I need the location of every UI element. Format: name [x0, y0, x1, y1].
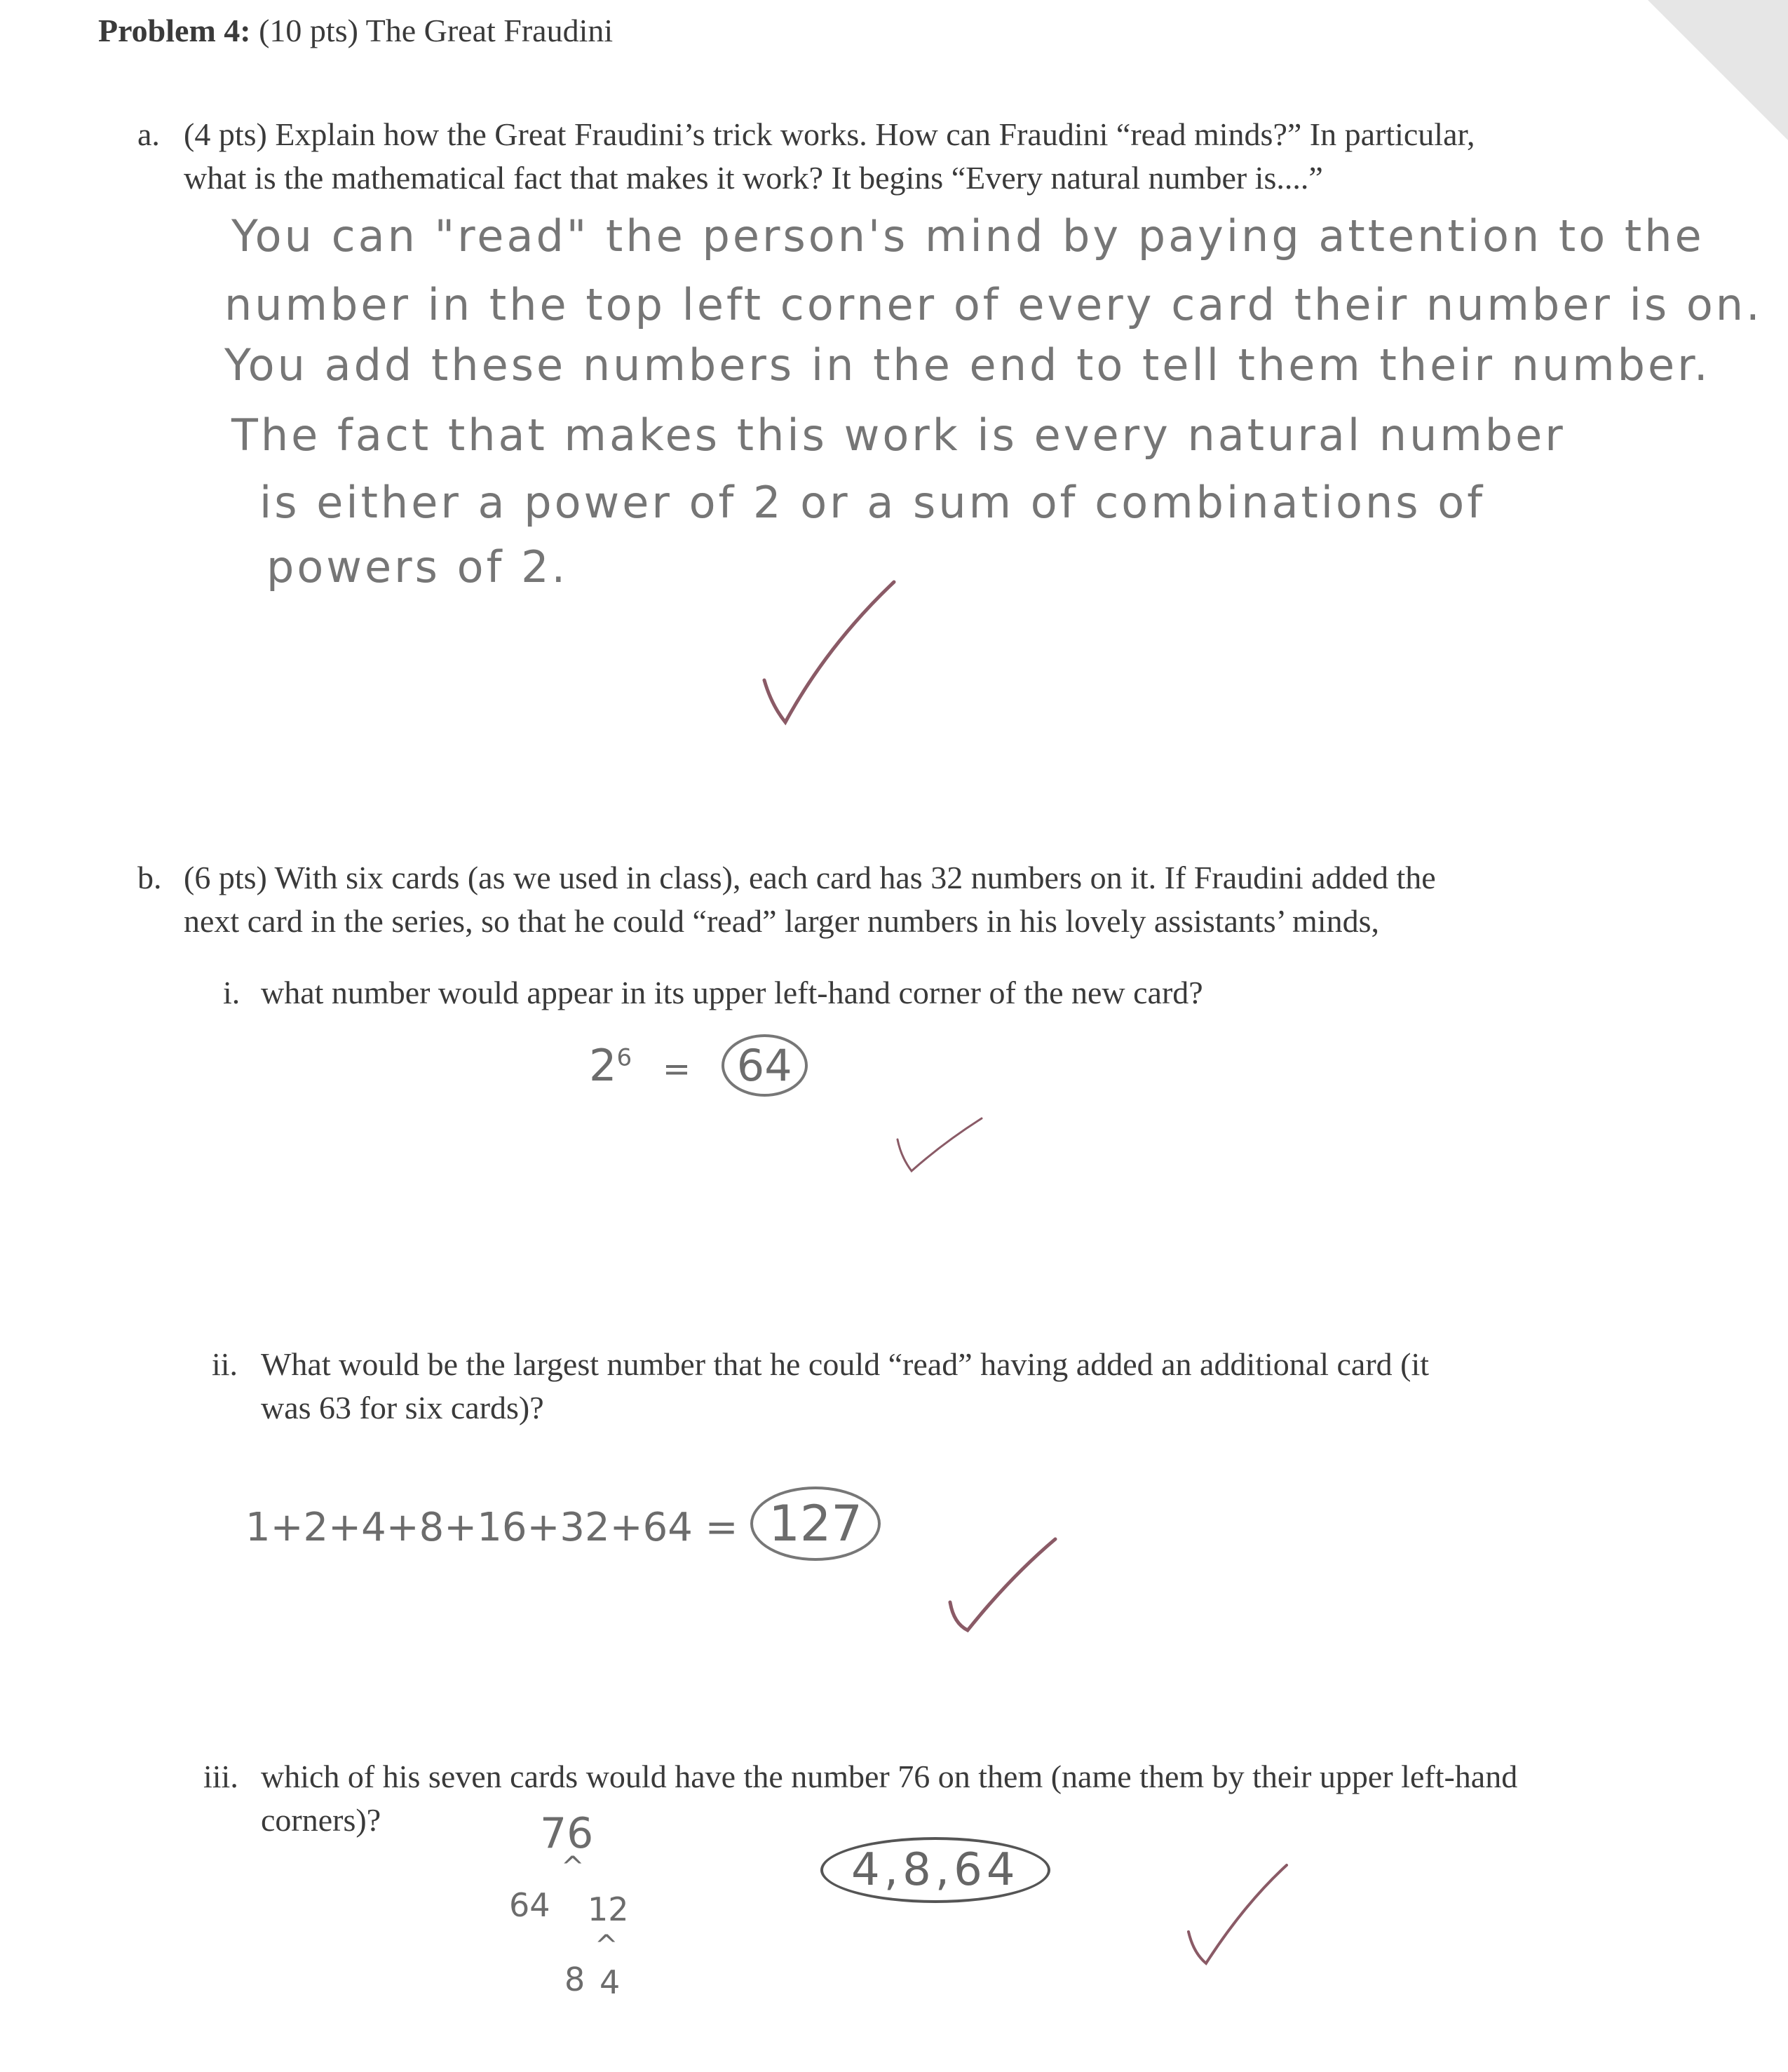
- tree-leaf-left: 8: [564, 1961, 585, 1998]
- part-b-i-work: [589, 1034, 808, 1097]
- work-equals: =: [662, 1050, 691, 1089]
- part-b-ii-prompt-line1: What would be the largest number that he could “read” having added an additional card (it: [261, 1346, 1430, 1382]
- part-b-prompt-line1: (6 pts) With six cards (as we used in class), each card has 32 numbers on it. If Fraudini added the: [184, 860, 1436, 895]
- work-sum: 1+2+4+8+16+32+64 =: [245, 1505, 738, 1550]
- tree-left: 64: [509, 1886, 550, 1924]
- checkmark-icon: [947, 1536, 1059, 1637]
- part-a-prompt-line1: (4 pts) Explain how the Great Fraudini’s trick works. How can Fraudini “read minds?” In particular,: [184, 116, 1475, 152]
- part-a-answer-line: You add these numbers in the end to tell them their number.: [224, 339, 1711, 391]
- tree-caret: ^: [595, 1930, 618, 1962]
- part-b-i-marker: i.: [223, 975, 241, 1010]
- part-b-i-answer: 64: [722, 1034, 808, 1097]
- part-a-answer-line: is either a power of 2 or a sum of combinations of: [259, 477, 1486, 528]
- part-b-marker: b.: [137, 860, 162, 895]
- tree-leaf-right: 4: [600, 1963, 621, 2001]
- work-base: 2: [589, 1040, 617, 1091]
- part-b-ii-answer: 127: [750, 1487, 881, 1561]
- checkmark-icon: [757, 575, 898, 732]
- part-a-answer-line: You can "read" the person's mind by paying attention to the: [231, 210, 1705, 262]
- tree-right: 12: [588, 1890, 629, 1928]
- tree-root: 76: [540, 1809, 594, 1858]
- problem-title: [98, 10, 613, 52]
- page-corner-fold: [1648, 0, 1788, 140]
- part-a-answer-line: powers of 2.: [266, 541, 569, 593]
- part-b-iii-answer: 4,8,64: [820, 1837, 1050, 1903]
- part-b-iii-prompt-line1: which of his seven cards would have the number 76 on them (name them by their upper left-hand: [261, 1759, 1518, 1794]
- part-b-i-prompt: what number would appear in its upper left-hand corner of the new card?: [261, 975, 1203, 1010]
- checkmark-icon: [1185, 1862, 1290, 1970]
- problem-label: Problem 4:: [98, 13, 251, 48]
- part-b-iii-marker: iii.: [203, 1759, 238, 1794]
- work-exponent: 6: [616, 1043, 632, 1072]
- part-a-answer-line: number in the top left corner of every card their number is on.: [224, 279, 1763, 330]
- part-a-prompt-line2: what is the mathematical fact that makes it work? It begins “Every natural number is....”: [184, 160, 1323, 196]
- part-a-marker: a.: [137, 116, 160, 152]
- tree-caret: ^: [561, 1851, 585, 1883]
- part-b-ii-marker: ii.: [212, 1346, 238, 1382]
- part-b-ii-prompt-line2: was 63 for six cards)?: [261, 1390, 544, 1426]
- problem-points-title: (10 pts) The Great Fraudini: [259, 13, 614, 48]
- part-b-iii-prompt-line2: corners)?: [261, 1802, 381, 1838]
- part-b-prompt-line2: next card in the series, so that he could “read” larger numbers in his lovely assistants’ minds,: [184, 903, 1379, 939]
- part-b-ii-work: [245, 1487, 881, 1561]
- part-a-answer-line: The fact that makes this work is every natural number: [231, 409, 1566, 461]
- checkmark-icon: [894, 1115, 985, 1181]
